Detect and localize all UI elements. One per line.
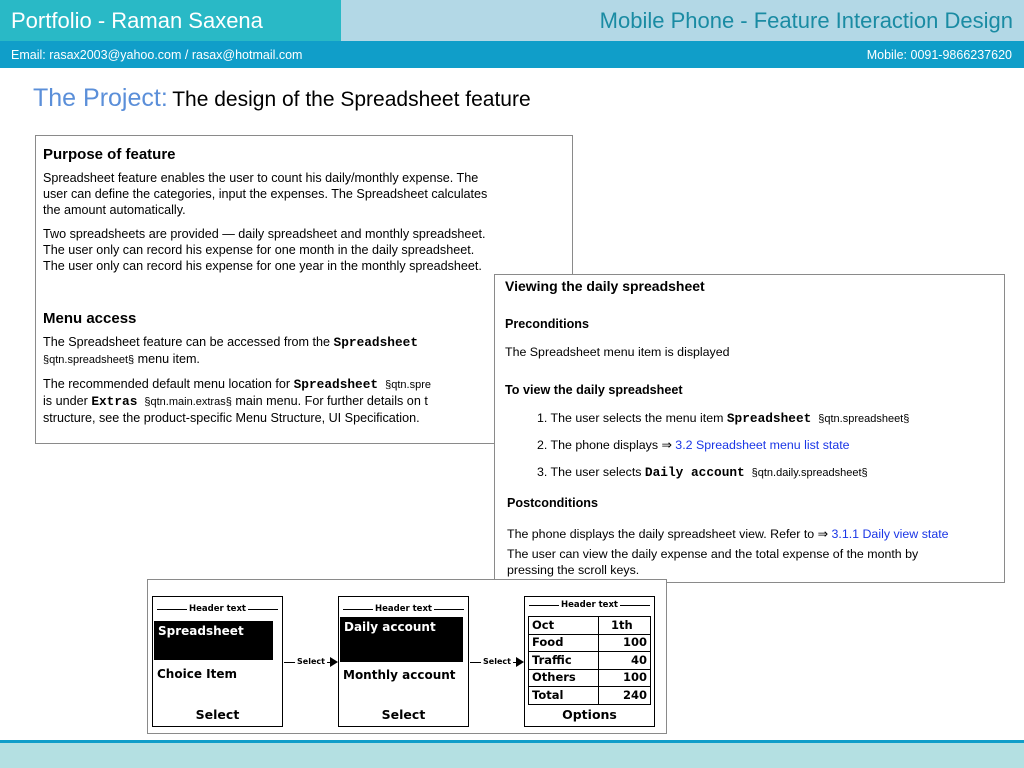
expense-table <box>528 616 651 705</box>
choice-item[interactable]: Choice Item <box>157 667 237 681</box>
step-3 <box>537 465 868 480</box>
view-steps-heading: To view the daily spreadsheet <box>505 383 683 397</box>
phone-screen-daily-sheet <box>524 596 655 727</box>
viewing-heading: Viewing the daily spreadsheet <box>505 278 705 294</box>
spreadsheet-menu-list-link[interactable]: 3.2 Spreadsheet menu list state <box>675 438 850 452</box>
softkey-options[interactable]: Options <box>562 707 617 722</box>
screen-header <box>157 603 278 615</box>
table-cell-label: Traffic <box>529 652 599 670</box>
table-cell-value: 1th <box>599 617 651 635</box>
purpose-p2-line-1: Two spreadsheets are provided — daily spreadsheet and monthly spreadsheet. <box>43 227 486 241</box>
table-row <box>529 669 651 687</box>
highlighted-item[interactable]: Daily account <box>340 617 463 662</box>
table-cell-label: Total <box>529 687 599 705</box>
menu-p1-command: Spreadsheet <box>333 335 419 350</box>
purpose-p1-line-3: the amount automatically. <box>43 203 186 217</box>
project-title: The design of the Spreadsheet feature <box>172 88 531 111</box>
step-2-text: 2. The phone displays <box>537 438 662 452</box>
step-3-tag: §qtn.daily.spreadsheet§ <box>751 467 868 479</box>
daily-view-state-link[interactable]: 3.1.1 Daily view state <box>831 527 949 541</box>
postconditions-text-2: The user can view the daily expense and the total expense of the month by <box>507 547 919 561</box>
step-2 <box>537 437 850 452</box>
step-1-tag: §qtn.spreadsheet§ <box>818 413 910 425</box>
menu-access-paragraph-2 <box>43 376 566 426</box>
transition-arrow-1 <box>284 656 338 668</box>
portfolio-title-bar <box>0 0 341 41</box>
transition-label: Select <box>483 657 511 666</box>
purpose-p2-line-3: The user only can record his expense for one year in the monthly spreadsheet. <box>43 259 482 273</box>
viewing-panel <box>494 274 1005 583</box>
purpose-panel <box>35 135 573 444</box>
phone-screen-spreadsheet-menu <box>338 596 469 727</box>
screen-header <box>343 603 464 615</box>
table-cell-label: Others <box>529 669 599 687</box>
softkey-select[interactable]: Select <box>381 707 426 722</box>
menu-p1-text: The Spreadsheet feature can be accessed from the <box>43 335 334 349</box>
table-cell-label: Oct <box>529 617 599 635</box>
preconditions-heading: Preconditions <box>505 317 589 331</box>
menu-p2-tag: §qtn.spre <box>385 379 431 391</box>
table-cell-value: 100 <box>599 634 651 652</box>
step-1 <box>537 411 909 426</box>
postconditions-heading: Postconditions <box>507 496 598 510</box>
table-cell-value: 240 <box>599 687 651 705</box>
menu-p2-tag-2: §qtn.main.extras§ <box>144 396 232 408</box>
postconditions-text-3: pressing the scroll keys. <box>507 563 640 577</box>
screen-header-text: Header text <box>189 604 246 614</box>
menu-p2-command-2: Extras <box>91 394 138 409</box>
purpose-paragraph-2 <box>43 226 566 274</box>
menu-p1-tag: §qtn.spreadsheet§ <box>43 354 135 366</box>
table-row <box>529 617 651 635</box>
post-text: The phone displays the daily spreadsheet view. Refer to <box>507 527 818 541</box>
purpose-heading: Purpose of feature <box>43 146 176 163</box>
menu-p2-text-4: structure, see the product-specific Menu Structure, UI Specification. <box>43 411 420 425</box>
step-3-text: 3. The user selects <box>537 465 645 479</box>
page-title: Mobile Phone - Feature Interaction Design <box>599 8 1013 33</box>
menu-p1-text-end: menu item. <box>134 352 200 366</box>
menu-p2-text-2: is under <box>43 394 92 408</box>
postconditions-text-1 <box>507 526 949 541</box>
menu-p2-text: The recommended default menu location for <box>43 377 294 391</box>
screen-header-text: Header text <box>561 600 618 610</box>
transition-arrow-2 <box>470 656 524 668</box>
step-3-command: Daily account <box>644 465 745 480</box>
project-heading <box>33 84 531 113</box>
purpose-p1-line-2: user can define the categories, input the expenses. The Spreadsheet calculates <box>43 187 488 201</box>
purpose-p2-line-2: The user only can record his expense for one month in the daily spreadsheet. <box>43 243 475 257</box>
project-label: The Project: <box>33 84 168 112</box>
wireframe-panel <box>147 579 667 734</box>
table-row <box>529 687 651 705</box>
menu-access-paragraph-1 <box>43 334 566 368</box>
purpose-paragraph-1 <box>43 170 566 218</box>
menu-p2-command: Spreadsheet <box>293 377 379 392</box>
softkey-select[interactable]: Select <box>195 707 240 722</box>
monthly-account-item[interactable]: Monthly account <box>343 668 456 682</box>
page-title-bar <box>341 0 1024 41</box>
highlighted-item[interactable]: Spreadsheet <box>154 621 273 660</box>
table-cell-value: 40 <box>599 652 651 670</box>
menu-p2-text-3: main menu. For further details on t <box>231 394 428 408</box>
table-row <box>529 652 651 670</box>
step-1-command: Spreadsheet <box>726 411 812 426</box>
table-cell-label: Food <box>529 634 599 652</box>
purpose-p1-line-1: Spreadsheet feature enables the user to count his daily/monthly expense. The <box>43 171 479 185</box>
table-row <box>529 634 651 652</box>
transition-label: Select <box>297 657 325 666</box>
screen-header <box>529 599 650 611</box>
footer-bar <box>0 743 1024 768</box>
step-1-text: 1. The user selects the menu item <box>537 411 727 425</box>
screen-header-text: Header text <box>375 604 432 614</box>
contact-email: Email: rasax2003@yahoo.com / rasax@hotmail.com <box>11 48 303 62</box>
arrow-right-icon: ⇒ <box>661 438 672 452</box>
menu-access-heading: Menu access <box>43 310 137 327</box>
preconditions-text: The Spreadsheet menu item is displayed <box>505 345 730 359</box>
portfolio-title: Portfolio - Raman Saxena <box>11 8 263 33</box>
contact-bar <box>0 41 1024 68</box>
contact-mobile: Mobile: 0091-9866237620 <box>866 48 1012 62</box>
table-cell-value: 100 <box>599 669 651 687</box>
phone-screen-menu <box>152 596 283 727</box>
arrow-right-icon: ⇒ <box>817 527 829 541</box>
